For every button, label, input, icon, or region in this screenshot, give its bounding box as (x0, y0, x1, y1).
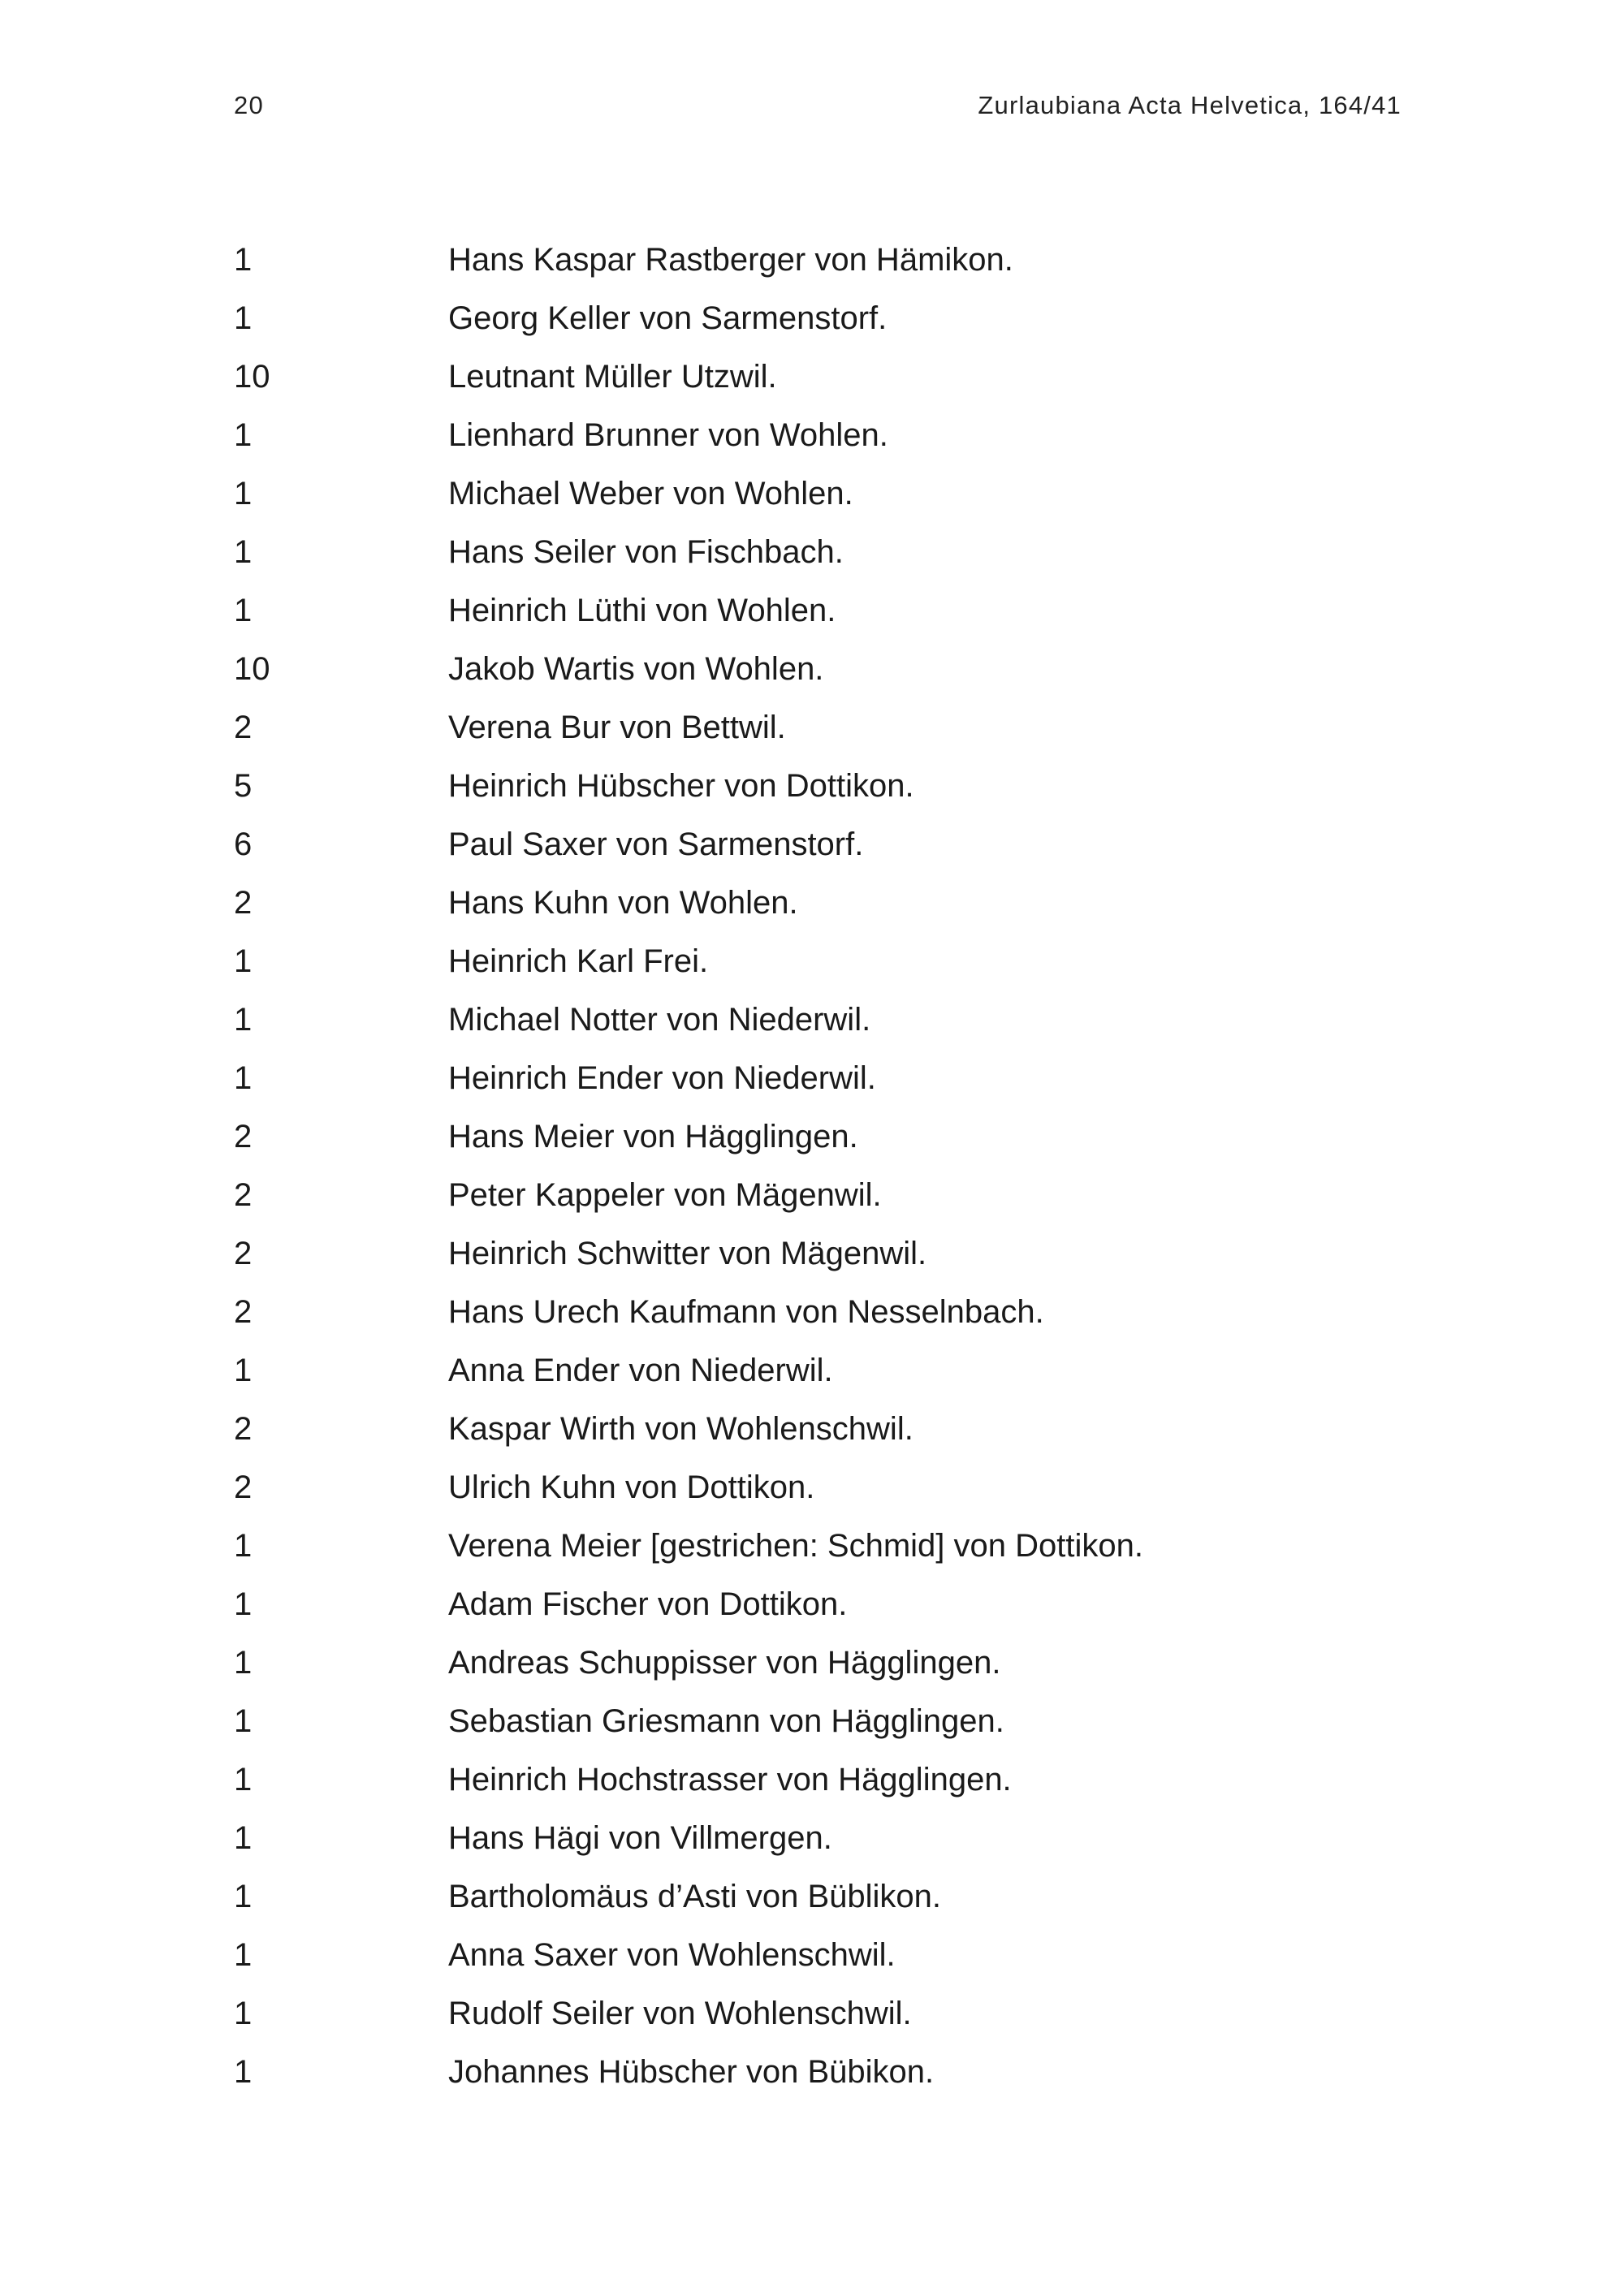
entry-count: 2 (234, 1411, 253, 1447)
list-item (234, 1640, 1452, 1698)
entry-name: Kaspar Wirth von Wohlenschwil. (448, 1411, 914, 1447)
entry-name: Michael Weber von Wohlen. (448, 476, 853, 511)
list-item (234, 1757, 1452, 1815)
entry-count: 2 (234, 1294, 253, 1330)
entry-name: Anna Ender von Niederwil. (448, 1353, 833, 1388)
entry-name: Heinrich Hübscher von Dottikon. (448, 768, 914, 804)
list-item (234, 354, 1452, 412)
entry-name: Hans Hägi von Villmergen. (448, 1820, 832, 1856)
list-item (234, 705, 1452, 763)
entry-name: Heinrich Hochstrasser von Hägglingen. (448, 1762, 1012, 1798)
entry-count: 1 (234, 1002, 253, 1038)
running-title: Zurlaubiana Acta Helvetica, 164/41 (978, 91, 1402, 119)
entry-count: 1 (234, 1353, 253, 1388)
entry-list (234, 237, 1452, 2108)
list-item (234, 471, 1452, 529)
entry-name: Rudolf Seiler von Wohlenschwil. (448, 1996, 912, 2031)
entry-name: Bartholomäus d’Asti von Büblikon. (448, 1879, 941, 1914)
entry-count: 5 (234, 768, 253, 804)
entry-name: Leutnant Müller Utzwil. (448, 359, 777, 395)
entry-count: 1 (234, 476, 253, 511)
list-item (234, 1932, 1452, 1991)
entry-count: 2 (234, 885, 253, 921)
entry-count: 2 (234, 710, 253, 745)
list-item (234, 529, 1452, 588)
list-item (234, 237, 1452, 296)
entry-count: 1 (234, 2054, 253, 2090)
entry-count: 1 (234, 1937, 253, 1973)
entry-name: Hans Meier von Hägglingen. (448, 1119, 858, 1154)
entry-name: Ulrich Kuhn von Dottikon. (448, 1470, 815, 1505)
list-item (234, 1991, 1452, 2049)
list-item (234, 1465, 1452, 1523)
entry-name: Hans Urech Kaufmann von Nesselnbach. (448, 1294, 1044, 1330)
list-item (234, 2049, 1452, 2108)
entry-count: 10 (234, 359, 270, 395)
list-item (234, 1348, 1452, 1406)
entry-name: Paul Saxer von Sarmenstorf. (448, 826, 864, 862)
list-item (234, 1815, 1452, 1874)
entry-name: Heinrich Ender von Niederwil. (448, 1060, 876, 1096)
list-item (234, 1874, 1452, 1932)
entry-name: Hans Seiler von Fischbach. (448, 534, 844, 570)
list-item (234, 763, 1452, 822)
entry-name: Andreas Schuppisser von Hägglingen. (448, 1645, 1001, 1681)
entry-count: 1 (234, 943, 253, 979)
list-item (234, 939, 1452, 997)
list-item (234, 1231, 1452, 1289)
list-item (234, 412, 1452, 471)
entry-count: 1 (234, 1645, 253, 1681)
entry-count: 1 (234, 1996, 253, 2031)
entry-name: Heinrich Schwitter von Mägenwil. (448, 1236, 927, 1271)
entry-count: 1 (234, 1762, 253, 1798)
list-item (234, 1523, 1452, 1582)
entry-count: 1 (234, 593, 253, 628)
list-item (234, 588, 1452, 646)
entry-name: Lienhard Brunner von Wohlen. (448, 417, 888, 453)
entry-name: Anna Saxer von Wohlenschwil. (448, 1937, 896, 1973)
list-item (234, 1698, 1452, 1757)
entry-count: 2 (234, 1119, 253, 1154)
list-item (234, 1406, 1452, 1465)
list-item (234, 296, 1452, 354)
entry-count: 1 (234, 417, 253, 453)
entry-name: Heinrich Karl Frei. (448, 943, 709, 979)
entry-name: Verena Meier [gestrichen: Schmid] von Dottikon. (448, 1528, 1143, 1564)
list-item (234, 1289, 1452, 1348)
entry-name: Heinrich Lüthi von Wohlen. (448, 593, 836, 628)
entry-name: Sebastian Griesmann von Hägglingen. (448, 1703, 1004, 1739)
list-item (234, 1172, 1452, 1231)
entry-count: 1 (234, 1820, 253, 1856)
entry-count: 2 (234, 1236, 253, 1271)
entry-name: Hans Kuhn von Wohlen. (448, 885, 798, 921)
entry-count: 1 (234, 1703, 253, 1739)
entry-count: 6 (234, 826, 253, 862)
entry-count: 1 (234, 1879, 253, 1914)
list-item (234, 1055, 1452, 1114)
page-number: 20 (234, 91, 264, 119)
list-item (234, 1582, 1452, 1640)
list-item (234, 1114, 1452, 1172)
entry-count: 1 (234, 1060, 253, 1096)
entry-name: Peter Kappeler von Mägenwil. (448, 1177, 882, 1213)
entry-count: 2 (234, 1470, 253, 1505)
entry-name: Adam Fischer von Dottikon. (448, 1586, 848, 1622)
entry-name: Johannes Hübscher von Bübikon. (448, 2054, 935, 2090)
list-item (234, 997, 1452, 1055)
entry-count: 1 (234, 1528, 253, 1564)
list-item (234, 880, 1452, 939)
entry-count: 1 (234, 300, 253, 336)
entry-count: 2 (234, 1177, 253, 1213)
list-item (234, 646, 1452, 705)
entry-count: 1 (234, 1586, 253, 1622)
entry-count: 1 (234, 242, 253, 278)
entry-name: Georg Keller von Sarmenstorf. (448, 300, 888, 336)
entry-name: Hans Kaspar Rastberger von Hämikon. (448, 242, 1013, 278)
entry-count: 1 (234, 534, 253, 570)
list-item (234, 822, 1452, 880)
entry-name: Verena Bur von Bettwil. (448, 710, 786, 745)
page-header (234, 91, 1402, 130)
entry-name: Jakob Wartis von Wohlen. (448, 651, 824, 687)
entry-name: Michael Notter von Niederwil. (448, 1002, 871, 1038)
entry-count: 10 (234, 651, 270, 687)
